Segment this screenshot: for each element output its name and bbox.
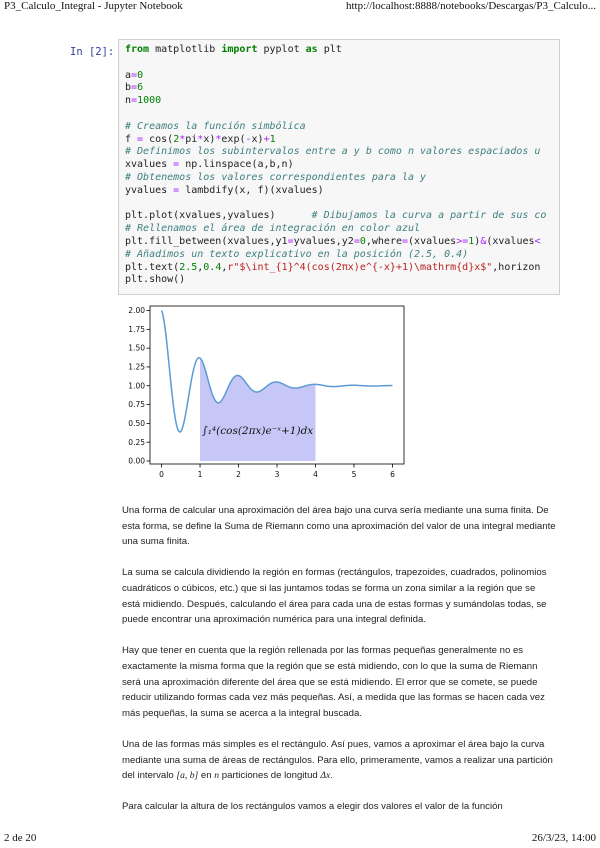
code-token: exp( [221, 133, 246, 145]
paragraph-4-text: Una de las formas más simples es el rectángulo. Así pues, vamos a aproximar el área bajo la curva mediante una suma de áreas de rectángulos. Para ello, primeramente, vamos a realizar una partición del intervalo [122, 738, 553, 782]
code-token: 1000 [137, 95, 162, 107]
code-token: = [131, 95, 138, 107]
code-token: # Dibujamos la curva a partir de sus co [311, 210, 547, 222]
code-token: = [353, 235, 360, 247]
code-token: pi [185, 133, 198, 145]
code-token: # Definimos los subintervalos entre a y b como n valores espaciados u [125, 146, 541, 158]
code-token: plt.fill_between(xvalues,y1 [125, 235, 288, 247]
code-token: r"$\int_{1}^4(cos(2πx)e^{-x}+1)\mathrm{d}x$" [227, 261, 493, 273]
code-token: * [215, 133, 222, 145]
code-token: (xvalues [408, 235, 457, 247]
output-plot [118, 300, 408, 480]
code-token: & [480, 235, 487, 247]
paragraph-5: Para calcular la altura de los rectángulos vamos a elegir dos valores el valor de la función [122, 801, 503, 813]
code-line [125, 159, 559, 172]
code-line [125, 185, 559, 198]
x-tick-label: 3 [274, 470, 280, 479]
code-token: ) [474, 235, 481, 247]
code-token: = [131, 69, 138, 81]
code-token: = [173, 159, 180, 171]
code-token: plt.text( [125, 261, 180, 273]
code-token: = [173, 184, 180, 196]
code-token: < [534, 235, 541, 247]
code-token: 0.4 [203, 261, 222, 273]
code-token: # Añadimos un texto explicativo en la posición (2.5, 0.4) [125, 248, 469, 260]
code-line [125, 210, 559, 223]
code-token: # Obtenemos los valores correspondientes para la y [125, 171, 427, 183]
paragraph-4-text: particiones de longitud [219, 770, 321, 782]
y-tick-label: 2.00 [128, 306, 145, 316]
code-token: * [197, 133, 204, 145]
code-token: as [305, 44, 318, 55]
code-line [125, 198, 559, 211]
page-number: 2 de 20 [4, 832, 37, 844]
code-token: matplotlib [149, 44, 222, 55]
code-token: # Creamos la función simbólica [125, 120, 306, 132]
paragraph-4-text: . [330, 770, 333, 782]
paragraph-4-text: en [198, 770, 215, 782]
code-token: from [125, 44, 150, 55]
code-token: 0 [359, 235, 366, 247]
code-token: yvalues [125, 184, 174, 196]
math-n: n [214, 770, 220, 782]
y-tick-label: 0.50 [128, 418, 145, 428]
code-line [125, 134, 559, 147]
code-line [125, 121, 559, 134]
code-line [125, 262, 559, 275]
notebook-url: http://localhost:8888/notebooks/Descargas/P3_Calculo... [345, 0, 596, 12]
x-tick-label: 1 [197, 470, 203, 479]
y-tick-label: 0.25 [128, 437, 145, 447]
x-tick-label: 0 [159, 470, 164, 479]
code-token: import [221, 44, 258, 55]
print-header [4, 0, 596, 14]
code-token: a [125, 69, 132, 81]
integration-area [200, 358, 315, 461]
code-token: + [263, 133, 270, 145]
code-token: 2 [173, 133, 180, 145]
code-token: xvalues [125, 159, 174, 171]
code-token: b [125, 82, 132, 94]
code-token: # Rellenamos el área de integración en color azul [125, 223, 421, 235]
code-line [125, 146, 559, 159]
y-tick-label: 1.25 [128, 362, 145, 372]
code-token: = [402, 235, 409, 247]
code-token: ,horizon [492, 261, 541, 273]
code-token: plt.show() [125, 274, 186, 286]
code-line [125, 236, 559, 249]
code-token: yvalues,y2 [293, 235, 354, 247]
code-token: 1 [468, 235, 475, 247]
code-token: 2.5 [179, 261, 198, 273]
code-token: plt [317, 44, 342, 55]
code-token: >= [456, 235, 469, 247]
print-date: 26/3/23, 14:00 [531, 832, 596, 844]
code-editor[interactable] [125, 44, 559, 287]
paragraph-2: La suma se calcula dividiendo la región en formas (rectángulos, trapezoides, cuadrados, polinomios cuadráticos o cúbicos, etc.) que si las juntamos todas se forma un zona similar a la región que se está midiendo. Después, calculando el área para cada una de estas formas y sumándolas todas, se puede encontrar una aproximación numérica para una integral definida. [122, 567, 547, 626]
code-token: lambdify(x, f)(xvalues) [179, 184, 324, 196]
code-token: (xvalues [486, 235, 535, 247]
code-line [125, 108, 559, 121]
code-line [125, 70, 559, 83]
paragraph-1: Una forma de calcular una aproximación del área bajo una curva sería mediante una suma finita. De esta forma, se define la Suma de Riemann como una aproximación del valor de una integral mediante una suma finita. [122, 505, 556, 548]
code-token: = [131, 82, 138, 94]
code-token: 0 [137, 69, 144, 81]
paragraph-3: Hay que tener en cuenta que la región rellenada por las formas pequeñas generalmente no es exactamente la misma forma que la región que se está midiendo, con lo que la suma de Riemann será una aproximación diferente del área que se está midiendo. El error que se comete, se puede reducir utilizando formas cada vez más pequeñas. Así, a medida que las formas se hacen cada vez más pequeñas, la suma se acerca a la integral buscada. [122, 645, 545, 719]
math-interval: [a, b] [176, 770, 199, 782]
x-tick-label: 6 [390, 470, 395, 479]
y-tick-label: 0.75 [128, 400, 145, 410]
code-token: 6 [137, 82, 144, 94]
code-token: 1 [269, 133, 276, 145]
code-token: - [245, 133, 252, 145]
code-token: = [137, 133, 144, 145]
code-line [125, 172, 559, 185]
code-line [125, 223, 559, 236]
code-line [125, 95, 559, 108]
code-token: , [197, 261, 204, 273]
code-token: pyplot [257, 44, 306, 55]
code-token: n [125, 95, 132, 107]
code-line [125, 57, 559, 70]
y-tick-label: 1.50 [128, 343, 145, 353]
code-token: ,where [365, 235, 402, 247]
code-line [125, 249, 559, 262]
integral-annotation: ∫₁⁴(cos(2πx)e⁻ˣ+1)dx [202, 424, 314, 437]
code-token: np.linspace(a,b,n) [179, 159, 294, 171]
markdown-cell [122, 503, 556, 830]
paragraph-4 [122, 737, 556, 784]
y-tick-label: 0.00 [128, 456, 145, 466]
code-token: , [221, 261, 228, 273]
x-tick-label: 2 [236, 470, 241, 479]
y-tick-label: 1.75 [128, 324, 145, 334]
x-tick-label: 4 [313, 470, 318, 479]
y-tick-label: 1.00 [128, 381, 145, 391]
code-token: * [179, 133, 186, 145]
notebook-title: P3_Calculo_Integral - Jupyter Notebook [4, 0, 183, 12]
code-token: x) [251, 133, 264, 145]
code-token: = [287, 235, 294, 247]
code-token: x) [203, 133, 216, 145]
code-token: f [125, 133, 138, 145]
code-token: cos( [143, 133, 174, 145]
code-token: plt.plot(xvalues,yvalues) [125, 210, 312, 222]
print-footer [4, 832, 596, 846]
code-line [125, 44, 559, 57]
math-delta-x: Δx [320, 770, 331, 782]
code-line [125, 274, 559, 287]
code-cell[interactable] [118, 39, 560, 295]
cell-prompt: In [2]: [70, 46, 115, 58]
code-line [125, 82, 559, 95]
x-tick-label: 5 [351, 470, 357, 479]
